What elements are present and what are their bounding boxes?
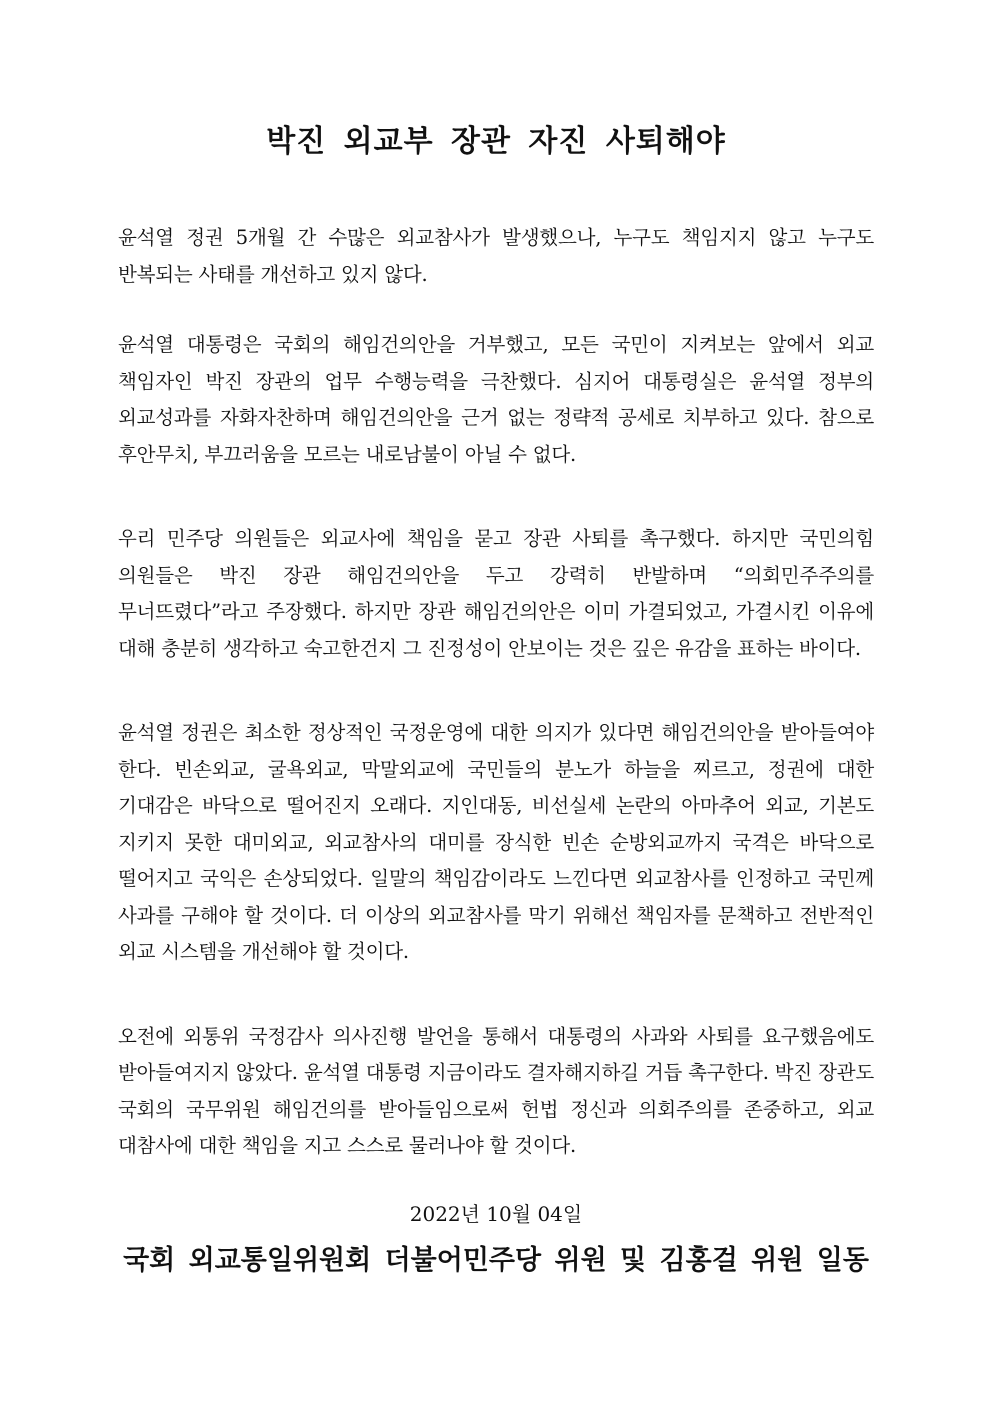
paragraph-4: 윤석열 정권은 최소한 정상적인 국정운영에 대한 의지가 있다면 해임건의안을 받아들여야 한다. 빈손외교, 굴욕외교, 막말외교에 국민들의 분노가 하늘을 찌르고, 정권에 대한 기대감은 바닥으로 떨어진지 오래다. 지인대동, 비선실세 논란의 아마추어 외교, 기본도 지키지 못한 대미외교, 외교참사의 대미를 장식한 빈손 순방외교까지 국격은 바닥으로 떨어지고 국익은 손상되었다. 일말의 책임감이라도 느낀다면 외교참사를 인정하고 국민께 사과를 구해야 할 것이다. 더 이상의 외교참사를 막기 위해선 책임자를 문책하고 전반적인 외교 시스템을 개선해야 할 것이다. <box>118 721 874 963</box>
document-date: 2022년 10월 04일 <box>409 1202 583 1226</box>
paragraph-3: 우리 민주당 의원들은 외교사에 책임을 묻고 장관 사퇴를 촉구했다. 하지만 국민의힘 의원들은 박진 장관 해임건의안을 두고 강력히 반발하며 “의회민주주의를 무너뜨렸다”라고 주장했다. 하지만 장관 해임건의안은 이미 가결되었고, 가결시킨 이유에 대해 충분히 생각하고 숙고한건지 그 진정성이 안보이는 것은 깊은 유감을 표하는 바이다. <box>118 527 874 660</box>
paragraph-1: 윤석열 정권 5개월 간 수많은 외교참사가 발생했으나, 누구도 책임지지 않고 누구도 반복되는 사태를 개선하고 있지 않다. <box>118 226 874 286</box>
document-body <box>118 220 874 1165</box>
paragraph-5: 오전에 외통위 국정감사 의사진행 발언을 통해서 대통령의 사과와 사퇴를 요구했음에도 받아들여지지 않았다. 윤석열 대통령 지금이라도 결자해지하길 거듭 촉구한다. 박진 장관도 국회의 국무위원 해임건의를 받아들임으로써 헌법 정신과 의회주의를 존중하고, 외교 대참사에 대한 책임을 지고 스스로 물러나야 할 것이다. <box>118 1024 874 1157</box>
document-title: 박진 외교부 장관 자진 사퇴해야 <box>266 124 726 159</box>
document-signature: 국회 외교통일위원회 더불어민주당 위원 및 김홍걸 위원 일동 <box>123 1245 869 1276</box>
paragraph-2: 윤석열 대통령은 국회의 해임건의안을 거부했고, 모든 국민이 지켜보는 앞에서 외교 책임자인 박진 장관의 업무 수행능력을 극찬했다. 심지어 대통령실은 윤석열 정부의 외교성과를 자화자찬하며 해임건의안을 근거 없는 정략적 공세로 치부하고 있다. 참으로 후안무치, 부끄러움을 모르는 내로남불이 아닐 수 없다. <box>118 333 874 466</box>
